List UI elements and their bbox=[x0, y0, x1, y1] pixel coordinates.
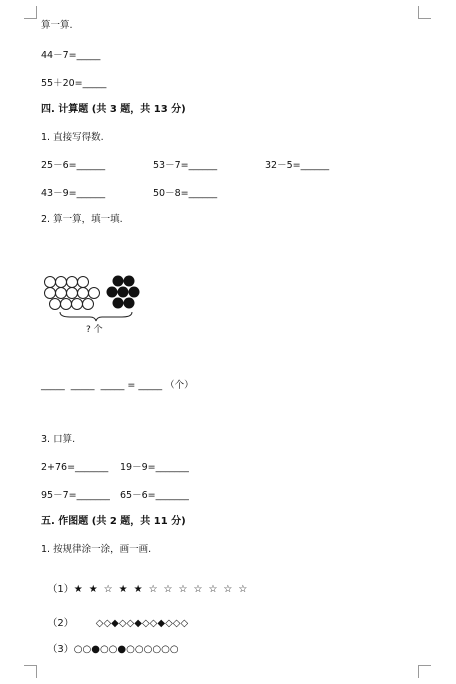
pattern-symbol: ○ bbox=[108, 644, 118, 655]
pattern-symbol: ◇ bbox=[118, 618, 127, 629]
pattern-symbol: ○ bbox=[99, 644, 109, 655]
q1-item-53-7: 53－7=______ bbox=[153, 160, 218, 171]
section4-title: 四. 计算题 (共 3 题，共 13 分) bbox=[41, 104, 186, 115]
pattern-symbol: ★ bbox=[118, 584, 128, 595]
diamond-sequence bbox=[96, 618, 188, 629]
section4-q1-label: 1. 直接写得数. bbox=[41, 132, 104, 143]
pattern-symbol: ☆ bbox=[238, 584, 248, 595]
pattern-symbol: ○ bbox=[152, 644, 162, 655]
pattern-symbol: ★ bbox=[133, 584, 143, 595]
pattern-symbol: ○ bbox=[169, 644, 179, 655]
pattern-symbol: ☆ bbox=[208, 584, 218, 595]
pattern-symbol: ● bbox=[91, 644, 100, 655]
pattern-symbol: ◇ bbox=[141, 618, 150, 629]
pattern-symbol: ○ bbox=[143, 644, 153, 655]
q2-answer-line: _____ _____ _____ = _____ （个） bbox=[41, 380, 194, 391]
section4-q3-label: 3. 口算. bbox=[41, 434, 76, 445]
q1-item-50-8: 50－8=______ bbox=[153, 188, 218, 199]
pattern-symbol: ◇ bbox=[95, 618, 104, 629]
pattern-symbol: ☆ bbox=[148, 584, 158, 595]
q1-item-25-6: 25－6=______ bbox=[41, 160, 106, 171]
pattern-symbol: ◇ bbox=[165, 618, 173, 629]
pattern-symbol: ◆ bbox=[157, 618, 166, 629]
pattern-symbol: ○ bbox=[134, 644, 144, 655]
intro-item-1: 44－7=_____ bbox=[41, 50, 101, 61]
pattern-symbol: ◇ bbox=[103, 618, 112, 629]
pattern-symbol: ◇ bbox=[172, 618, 181, 629]
pattern-symbol: ★ bbox=[73, 584, 83, 595]
pattern-symbol: ● bbox=[117, 644, 127, 655]
pattern-symbol: ☆ bbox=[178, 584, 188, 595]
q1-item-43-9: 43－9=______ bbox=[41, 188, 106, 199]
page-corner-mark-top-right bbox=[418, 6, 431, 19]
page-corner-mark-top-left bbox=[24, 6, 37, 19]
pattern-row-label: （1） bbox=[47, 584, 74, 595]
pattern-symbol: ◇ bbox=[126, 618, 135, 629]
pattern-row-2 bbox=[41, 606, 188, 630]
intro-item-2: 55＋20=_____ bbox=[41, 78, 107, 89]
pattern-symbol: ☆ bbox=[163, 584, 173, 595]
q3-item-65-6: 65－6=_______ bbox=[120, 490, 189, 501]
pattern-row-3 bbox=[41, 632, 179, 656]
figure-caption: ? 个 bbox=[86, 325, 103, 335]
pattern-symbol: ○ bbox=[161, 644, 170, 655]
pattern-row-label: （3） bbox=[47, 644, 74, 655]
q3-item-95-7: 95－7=_______ bbox=[41, 490, 110, 501]
q3-item-2-76: 2+76=_______ bbox=[41, 462, 109, 473]
star-sequence bbox=[74, 584, 254, 595]
pattern-symbol: ☆ bbox=[223, 584, 233, 595]
pattern-symbol: ◆ bbox=[134, 618, 142, 629]
page-corner-mark-bottom-left bbox=[24, 665, 37, 678]
circle-group-illustration bbox=[40, 270, 160, 340]
pattern-symbol: ○ bbox=[126, 644, 135, 655]
q3-item-19-9: 19－9=_______ bbox=[120, 462, 189, 473]
section4-q2-label: 2. 算一算，填一填. bbox=[41, 214, 123, 225]
pattern-symbol: ○ bbox=[73, 644, 83, 655]
pattern-row-1 bbox=[41, 572, 253, 596]
pattern-symbol: ◆ bbox=[111, 618, 119, 629]
page-corner-mark-bottom-right bbox=[418, 665, 431, 678]
counting-figure bbox=[40, 270, 160, 340]
pattern-symbol: ◇ bbox=[180, 618, 189, 629]
intro-line: 算一算. bbox=[41, 20, 73, 31]
pattern-symbol: ☆ bbox=[193, 584, 203, 595]
hollow-circles bbox=[45, 277, 100, 310]
pattern-symbol: ☆ bbox=[103, 584, 113, 595]
pattern-row-label: （2） bbox=[47, 618, 74, 629]
pattern-symbol: ○ bbox=[82, 644, 92, 655]
q1-item-32-5: 32－5=______ bbox=[265, 160, 330, 171]
filled-circles bbox=[107, 276, 140, 309]
circle-sequence bbox=[74, 644, 179, 655]
brace bbox=[60, 312, 132, 321]
pattern-symbol: ◇ bbox=[149, 618, 158, 629]
section5-title: 五. 作图题 (共 2 题，共 11 分) bbox=[41, 516, 186, 527]
pattern-symbol: ★ bbox=[88, 584, 98, 595]
section5-q1-label: 1. 按规律涂一涂，画一画. bbox=[41, 544, 152, 555]
